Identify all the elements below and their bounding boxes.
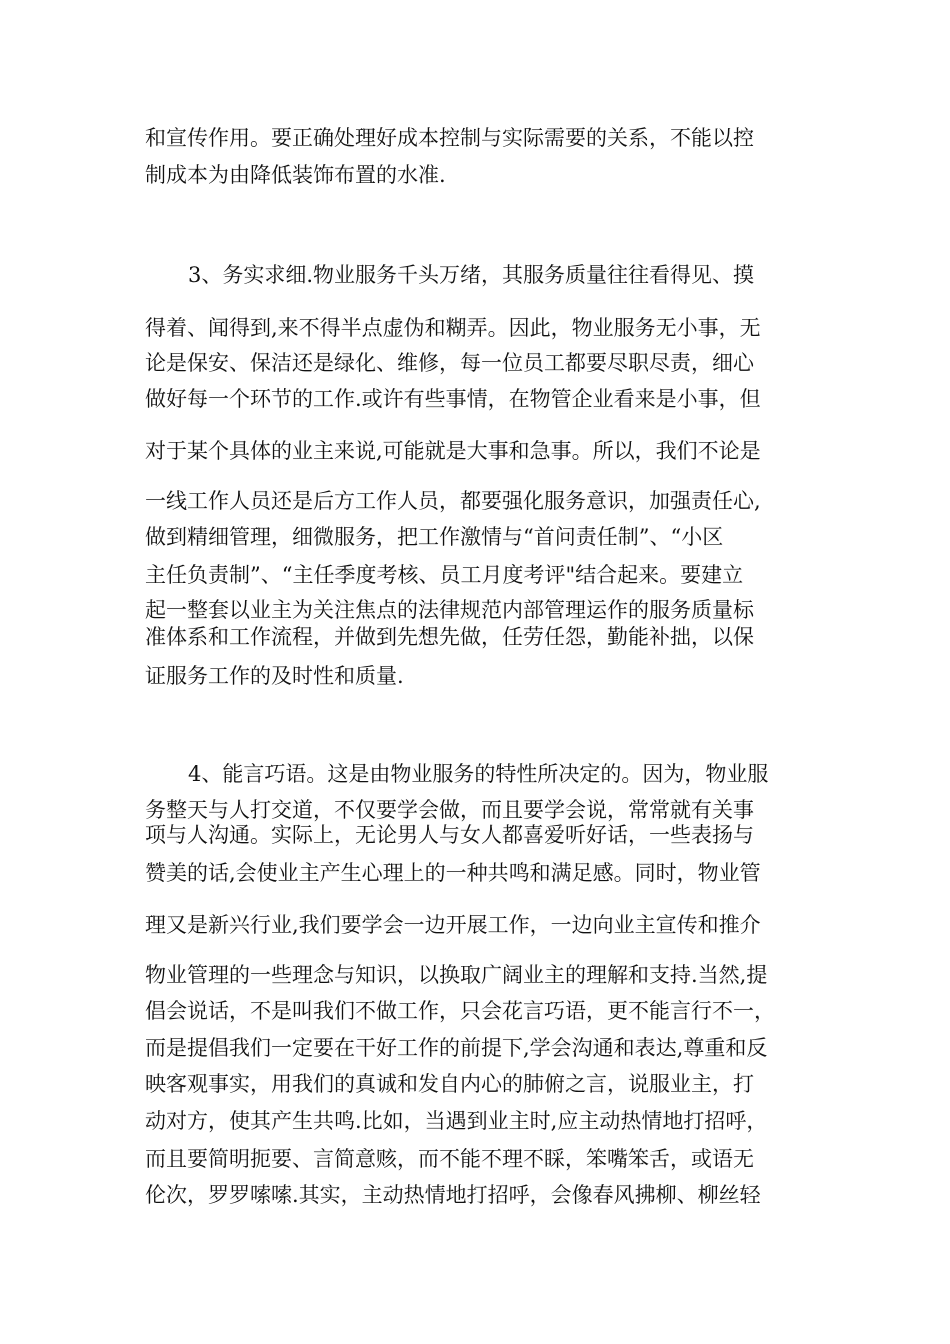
text-line-4: 得着、闻得到,来不得半点虚伪和糊弄。因此，物业服务无小事，无 (145, 316, 761, 340)
text-line-19: 物业管理的一些理念与知识，以换取广阔业主的理解和支持.当然,提 (145, 963, 768, 987)
text-line-20: 倡会说话，不是叫我们不做工作，只会花言巧语，更不能言行不一， (145, 999, 775, 1023)
text-line-22: 映客观事实，用我们的真诚和发自内心的肺俯之言，说服业主，打 (145, 1072, 754, 1096)
text-line-2: 制成本为由降低装饰布置的水准. (145, 163, 446, 187)
text-line-11: 起一整套以业主为关注焦点的法律规范内部管理运作的服务质量标 (145, 598, 754, 622)
text-line-21: 而是提倡我们一定要在干好工作的前提下,学会沟通和表达,尊重和反 (145, 1036, 768, 1060)
text-line-17: 赞美的话,会使业主产生心理上的一种共鸣和满足感。同时，物业管 (145, 861, 761, 885)
paragraph-4-heading-line: 4、能言巧语。这是由物业服务的特性所决定的。因为，物业服 (188, 762, 769, 786)
text-line-16: 项与人沟通。实际上，无论男人与女人都喜爱听好话，一些表扬与 (145, 823, 754, 847)
text-line-5: 论是保安、保洁还是绿化、维修，每一位员工都要尽职尽责，细心 (145, 351, 754, 375)
text-line-18: 理又是新兴行业,我们要学会一边开展工作，一边向业主宣传和推介 (145, 913, 761, 937)
text-line-23: 动对方，使其产生共鸣.比如，当遇到业主时,应主动热情地打招呼， (145, 1109, 768, 1133)
text-line-12: 准体系和工作流程，并做到先想先做，任劳任怨，勤能补拙，以保 (145, 625, 754, 649)
text-line-9: 做到精细管理，细微服务，把工作激情与“首问责任制”、“小区 (145, 525, 724, 549)
text-line-8: 一线工作人员还是后方工作人员，都要强化服务意识，加强责任心, (145, 489, 761, 513)
text-line-24: 而且要简明扼要、言简意赅，而不能不理不睬，笨嘴笨舌，或语无 (145, 1147, 754, 1171)
text-line-15: 务整天与人打交道，不仅要学会做，而且要学会说，常常就有关事 (145, 798, 754, 822)
text-line-25: 伦次，罗罗嗦嗦.其实，主动热情地打招呼，会像春风拂柳、柳丝轻 (145, 1183, 761, 1207)
text-line-1: 和宣传作用。要正确处理好成本控制与实际需要的关系，不能以控 (145, 126, 754, 150)
paragraph-3-heading-line: 3、务实求细.物业服务千头万绪，其服务质量往往看得见、摸 (188, 263, 755, 287)
text-line-6: 做好每一个环节的工作.或许有些事情，在物管企业看来是小事，但 (145, 387, 761, 411)
text-line-13: 证服务工作的及时性和质量. (145, 664, 404, 688)
text-line-7: 对于某个具体的业主来说,可能就是大事和急事。所以，我们不论是 (145, 439, 761, 463)
text-line-10: 主任负责制”、“主任季度考核、员工月度考评"结合起来。要建立 (145, 563, 744, 587)
